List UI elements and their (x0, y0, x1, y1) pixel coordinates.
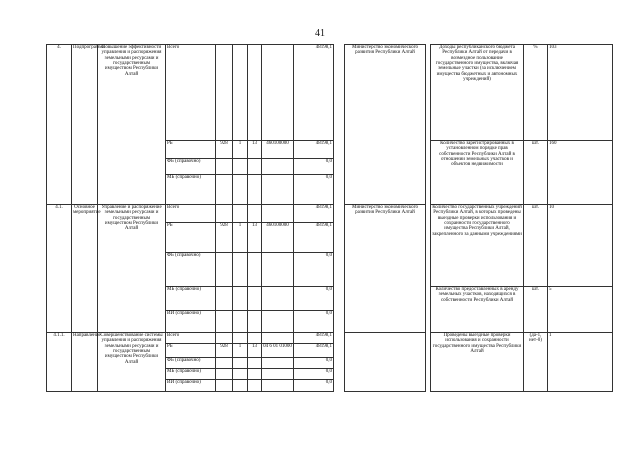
funding-amount: 0,0 (294, 380, 334, 392)
row-executor: Министерство экономического развития Республики Алтай (345, 45, 426, 205)
csr-code: 460100000 (262, 223, 294, 253)
pr-code: 13 (248, 141, 262, 159)
funding-amount: 0,0 (294, 253, 334, 287)
grbs-code: 928 (216, 344, 233, 358)
page-number: 41 (315, 28, 325, 39)
indicator-name: Количество зарегистрированных в установленном порядке прав собственности Республики Алтай в отношении земельных участков и объектов недвижимости (431, 141, 524, 205)
funding-label: РБ (166, 344, 216, 358)
funding-label: Всего (166, 333, 216, 344)
indicator-name: Количество предоставленных в аренду земельных участков, находящихся в собственности Республики Алтай (431, 287, 524, 333)
indicator-unit: шт. (524, 287, 548, 333)
funding-label: Всего (166, 205, 216, 223)
indicator-value: 5 (548, 287, 613, 333)
funding-label: Всего (166, 45, 216, 141)
funding-amount: 0,0 (294, 358, 334, 369)
grbs-code: 928 (216, 223, 233, 253)
indicator-unit: (да-1, нет-0) (524, 333, 548, 392)
indicator-value: 1 (548, 333, 613, 392)
funding-amount: 0,0 (294, 175, 334, 205)
table-row (47, 205, 613, 223)
csr-code: 04 6 01 01000 (262, 344, 294, 358)
table-row (47, 45, 613, 141)
funding-label: ФБ (справочно) (166, 159, 216, 175)
funding-amount: 48198,1 (294, 45, 334, 141)
funding-amount: 48198,1 (294, 205, 334, 223)
funding-label: ФБ (справочно) (166, 358, 216, 369)
row-type: Подпрограмма (72, 45, 98, 205)
funding-label: РБ (166, 141, 216, 159)
pr-code: 13 (248, 223, 262, 253)
program-table (46, 44, 613, 392)
funding-label: МБ (справочно) (166, 369, 216, 380)
funding-label: МБ (справочно) (166, 175, 216, 205)
funding-amount: 48198,1 (294, 223, 334, 253)
funding-amount: 0,0 (294, 159, 334, 175)
indicator-value: 103 (548, 45, 613, 141)
indicator-unit: шт. (524, 205, 548, 287)
indicator-name: Проведены выездные проверки использования и сохранности государственного имущества Республики Алтай (431, 333, 524, 392)
indicator-value: 160 (548, 141, 613, 205)
funding-amount: 48198,1 (294, 344, 334, 358)
funding-amount: 0,0 (294, 311, 334, 333)
funding-label: РБ (166, 223, 216, 253)
row-number: 4. (47, 45, 72, 205)
funding-label: ИИ (справочно) (166, 311, 216, 333)
pr-code: 13 (248, 344, 262, 358)
row-name: Повышение эффективности управления и распоряжения земельными ресурсами и государственным имуществом Республики Алтай (98, 45, 166, 205)
funding-amount: 0,0 (294, 369, 334, 380)
row-number: 4.1. (47, 205, 72, 333)
row-type: Основное мероприятие (72, 205, 98, 333)
rz-code: 1 (233, 223, 248, 253)
row-name: Совершенствование системы управления и распоряжения земельными ресурсами и государственным имуществом Республики Алтай (98, 333, 166, 392)
funding-amount: 48198,1 (294, 333, 334, 344)
rz-code: 1 (233, 141, 248, 159)
row-number: 4.1.1. (47, 333, 72, 392)
funding-label: ФБ (справочно) (166, 253, 216, 287)
row-type: Направление (72, 333, 98, 392)
funding-label: ИИ (справочно) (166, 380, 216, 392)
indicator-unit: шт. (524, 141, 548, 205)
rz-code: 1 (233, 344, 248, 358)
indicator-name: Количество государственных учреждений Республики Алтай, в которых проведены выездные проверки использования и сохранности государственного имущества Республики Алтай, закрепленного за данными учреждениями (431, 205, 524, 287)
row-executor (345, 333, 426, 392)
funding-label: МБ (справочно) (166, 287, 216, 311)
grbs-code: 928 (216, 141, 233, 159)
indicator-unit: % (524, 45, 548, 141)
indicator-name: Доходы республиканского бюджета Республики Алтай от передачи в возмездное пользование государственного имущества, включая земельные участки (за исключением имущества бюджетных и автономных учреждений) (431, 45, 524, 141)
table-row (47, 333, 613, 344)
funding-amount: 0,0 (294, 287, 334, 311)
funding-amount: 48198,1 (294, 141, 334, 159)
row-executor: Министерство экономического развития Республики Алтай (345, 205, 426, 333)
indicator-value: 10 (548, 205, 613, 287)
row-name: Управление и распоряжение земельными ресурсами и государственным имуществом Республики Алтай (98, 205, 166, 333)
csr-code: 460100000 (262, 141, 294, 159)
